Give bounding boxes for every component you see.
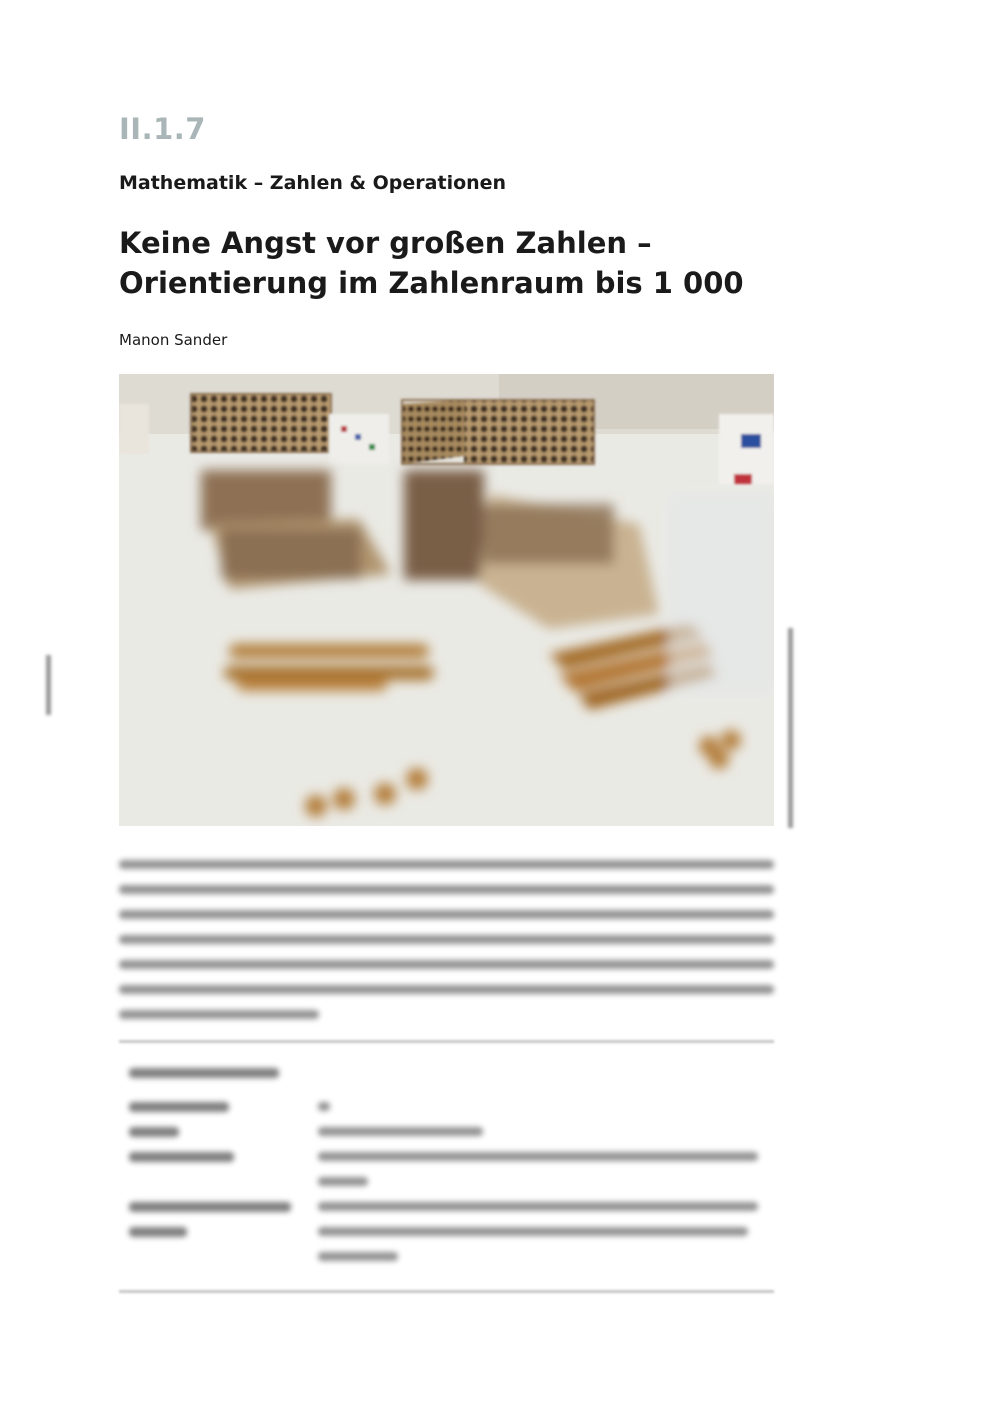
cover-photo xyxy=(119,374,774,826)
photo-credit-note xyxy=(784,628,798,828)
box-row-value xyxy=(318,1202,758,1211)
box-heading xyxy=(129,1068,279,1078)
cover-photo-illustration xyxy=(119,374,774,826)
box-bottom-rule xyxy=(119,1290,774,1293)
box-row-value xyxy=(318,1252,398,1261)
box-row-value xyxy=(318,1177,368,1186)
box-row-label xyxy=(129,1202,291,1212)
subject-heading: Mathematik – Zahlen & Operationen xyxy=(119,172,507,194)
page-title xyxy=(119,223,779,303)
author: Manon Sander xyxy=(119,331,228,349)
box-row-label xyxy=(129,1152,234,1162)
box-row-label xyxy=(129,1227,187,1237)
box-top-rule xyxy=(119,1040,774,1043)
box-row-value xyxy=(318,1227,748,1236)
box-row-value xyxy=(318,1127,483,1136)
section-number: II.1.7 xyxy=(119,112,206,146)
box-row-label xyxy=(129,1127,179,1137)
box-row-label xyxy=(129,1102,229,1112)
title-line-1: Keine Angst vor großen Zahlen – xyxy=(119,226,652,260)
box-row-value xyxy=(318,1102,330,1111)
left-copyright-note xyxy=(42,655,56,715)
title-line-2: Orientierung im Zahlenraum bis 1 000 xyxy=(119,266,744,300)
box-row-value xyxy=(318,1152,758,1161)
